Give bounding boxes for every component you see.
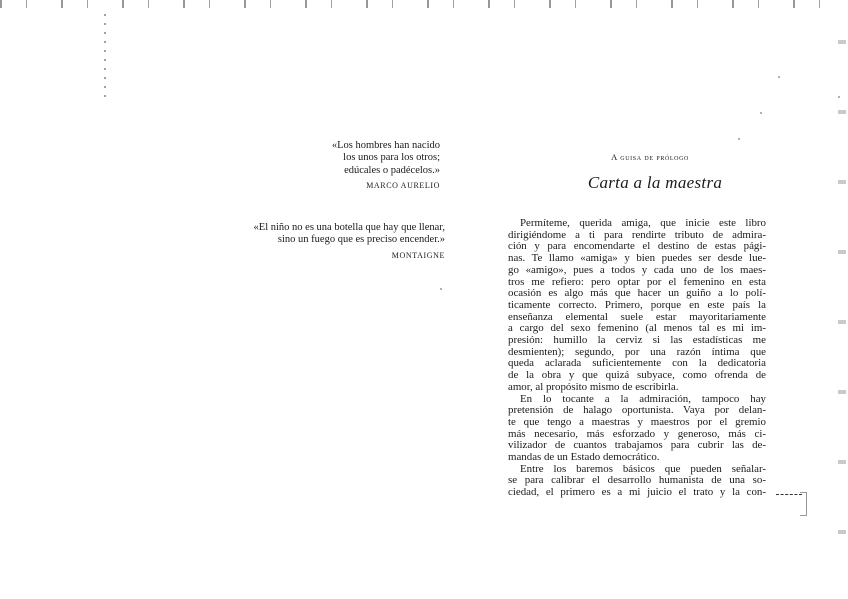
scan-speck xyxy=(440,288,442,290)
text-line: de la obra y que quizá subyace, como ofrenda de xyxy=(508,370,766,382)
epigraph-marco-aurelio xyxy=(250,140,440,193)
scan-speck xyxy=(760,112,762,114)
text-line: ocasión es algo más que hacer un guiño a lo polí- xyxy=(508,288,766,300)
text-line: nas. Te llamo «amiga» y bien puedes ser desde lue- xyxy=(508,253,766,265)
epigraph-montaigne xyxy=(200,222,445,262)
epigraph-line: «El niño no es una botella que hay que llenar, xyxy=(253,222,445,233)
text-line: ción y para encomendarte el destino de estas pági- xyxy=(508,241,766,253)
text-line: ciedad, el primero es a mi juicio el trato y la con- xyxy=(508,487,766,499)
text-line: mandas de un Estado democrático. xyxy=(508,452,660,464)
text-line: Permíteme, querida amiga, que inicie este libro xyxy=(520,218,766,229)
text-line: desmienten); segundo, por una razón íntima que xyxy=(508,346,766,358)
text-line: tros me refiero: pero optar por el femenino en esta xyxy=(508,276,766,288)
scan-dash-mark xyxy=(776,494,802,496)
text-line: presión: humillo la cerviz si las estadísticas me xyxy=(508,335,766,347)
text-line: vilizador de cuantos trabajamos para cubrir las de- xyxy=(508,440,766,452)
epigraph-line: los unos para los otros; xyxy=(343,152,440,164)
epigraph-line: sino un fuego que es preciso encender.» xyxy=(277,234,445,246)
text-line: te que tengo a maestras y maestros por el gremio xyxy=(508,416,766,428)
text-line: queda aclarada suficientemente con la dedicatoria xyxy=(508,358,766,370)
epigraph-author: MONTAIGNE xyxy=(391,250,445,260)
text-line: pretensión de halago oportunista. Vaya por delan- xyxy=(508,405,766,417)
epigraph-line: «Los hombres han nacido xyxy=(331,140,440,151)
text-line: go «amigo», pues a todos y cada uno de los maes- xyxy=(508,264,766,276)
text-line: ticamente correcto. Primero, porque en este país la xyxy=(508,299,766,311)
body-text xyxy=(508,218,766,499)
scan-bracket-mark xyxy=(800,492,807,516)
text-line: se para calibrar el desarrollo humanista de una so- xyxy=(508,475,766,487)
text-line: más necesario, más esforzado y generoso, más ci- xyxy=(508,428,766,440)
scan-speck xyxy=(738,138,740,140)
section-kicker: A guisa de prólogo xyxy=(611,152,689,162)
epigraph-line: edúcales o padécelos.» xyxy=(344,164,440,176)
text-line: dirigiéndome a ti para rendirte tributo de admira- xyxy=(508,229,766,241)
text-line: En lo tocante a la admiración, tampoco hay xyxy=(520,393,766,405)
scan-edge-marks xyxy=(838,0,846,599)
text-line: enseñanza elemental suele estar mayoritariamente xyxy=(508,311,766,323)
scan-speck xyxy=(778,76,780,78)
scan-gutter-marks xyxy=(104,14,106,104)
epigraph-author: MARCO AURELIO xyxy=(366,181,440,191)
scan-speck xyxy=(838,96,840,98)
chapter-title: Carta a la maestra xyxy=(587,173,723,192)
text-line: amor, al propósito mismo de escribirla. xyxy=(508,381,679,393)
text-line: a cargo del sexo femenino (al menos tal es mi im- xyxy=(508,323,766,335)
text-line: Entre los baremos básicos que pueden señalar- xyxy=(520,463,766,475)
scan-border-top xyxy=(0,0,848,8)
